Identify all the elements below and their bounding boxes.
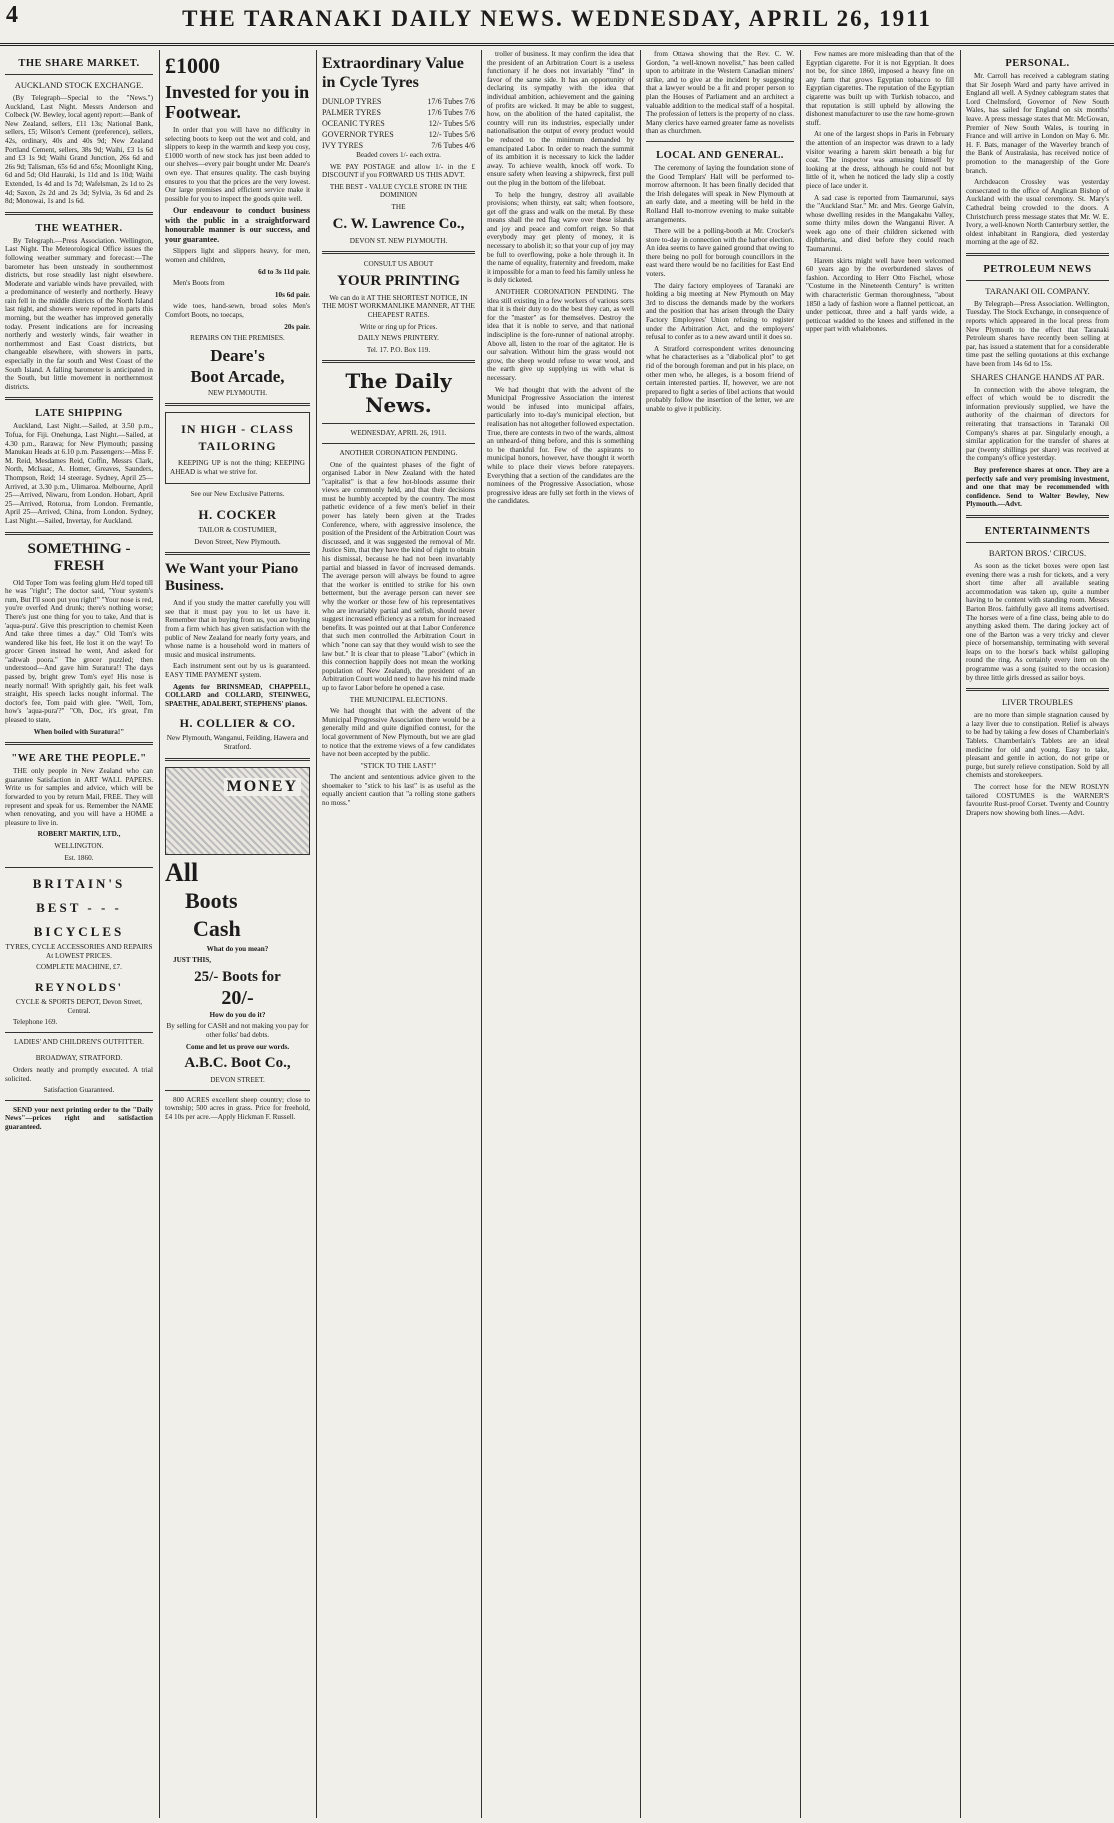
local-item: There will be a polling-booth at Mr. Crocker's store to-day in connection with the harbor election. An idea seems to have gained ground that owing to there being no poll for borough councillors in the east ward there would be no facilities for East End voters.	[646, 227, 794, 279]
article-text: ANOTHER CORONATION PENDING. The idea still existing in a few workers of various sorts that it is their duty to do the best they can, as well for the "master" as for themselves. Destroy the idea that it is noble to serve, and that national indiscipline is the fore-runner of national atrophy. Above all, listen to the roar of the agitator. He is our salvation. Without him the grass would not grow, the sheep would refuse to wear wool, and the earth give up supplying us with what is necessary.	[487, 288, 634, 382]
tyre-price: 17/6 Tubes 7/6	[427, 97, 475, 106]
rule	[165, 758, 310, 761]
rule	[966, 688, 1109, 691]
people-body: THE only people in New Zealand who can guarantee Satisfaction in ART WALL PAPERS. Write us for samples and advice, which will be forwarded to you by return Mail, FREE. They will represent and speak for us. Remember the NAME when renovating, and you will have a HOME a pleasure to live in.	[5, 767, 153, 827]
people-heading: "WE ARE THE PEOPLE."	[11, 753, 147, 765]
rule	[5, 1100, 153, 1101]
tailoring-ad	[165, 412, 310, 484]
liver-heading: LIVER TROUBLES	[1002, 697, 1073, 708]
britains-heading: BRITAIN'S	[32, 876, 126, 892]
tyre-row	[322, 118, 475, 129]
easy-payment: Each instrument sent out by us is guaranteed. EASY TIME PAYMENT system.	[165, 662, 310, 679]
martin-est: Est. 1860.	[64, 853, 94, 862]
article-text: Few names are more misleading than that of the Egyptian cigarette. For it is not Egyptian. It does not be, for since 1860, imposed a heavy fine on any farm that grows Egyptian tobacco to fill Egyptian cigarettes. The reputation of the Egyptian cigarette was built up with Turkish tobacco, and that reputation is still upheld by allowing the dishonest manufacturer to use the raw home-grown stuff.	[806, 50, 954, 127]
what-text: What do you mean?	[206, 944, 269, 953]
come-text: Come and let us prove our words.	[185, 1042, 290, 1051]
circus-heading: BARTON BROS.' CIRCUS.	[988, 547, 1087, 558]
cocker-addr: Devon Street, New Plymouth.	[194, 537, 281, 546]
cash-heading: Cash	[193, 915, 241, 941]
slippers-text: Slippers light and slippers heavy, for men, women and children,	[165, 247, 310, 264]
circus-body: As soon as the ticket boxes were open last evening there was a rush for tickets, and a very short time after all available seating accommodation was taken up, quite a number having to be content with standing room. Messrs Barton Bros. faithfully gave all items advertised. The horses were of a fine class, being able to do anything asked them. The daring jockey act of one of the Barton was a very tricky and clever piece of horsemanship, terminating with several leaps on to the horse's back whilst galloping round the ring. As certainly every item on the programme was a song (suited to the occasion) by three little girls dressed as sailor boys.	[966, 561, 1109, 682]
weather-heading: THE WEATHER.	[35, 222, 123, 234]
rule	[5, 212, 153, 215]
something-fresh-poem: Old Toper Tom was feeling glum He'd toped till he was "right"; The doctor said, "Your system's rum, But I'll soon put you right!" "Your nose is red, you're overfed And drunk; there's nothing worse; There's just one thing for you to take, And that is 'aqua-pura'. Give this prescription to chemist Keen And take three times a day." Old Tom's wits wandered like his feet, He lost it on the way! To grocer Green instead he went, And asked for "ashwah poora." The grocer puzzled; then understood—And gave him Suratura!! The days passed by, bright grew Tom's eye! His nose is nearly normal! With sprightly gait, his feet walk straight, His speech lacks nought informal. The doctor's fee, Tom paid with glee. "Well, Tom, how's 'aqua-pura'?" "Oh, Doc, it's great, I'm pleased to state,	[5, 578, 153, 725]
martin-name: ROBERT MARTIN, LTD.,	[37, 830, 121, 839]
tyre-price: 12/- Tubes 5/6	[428, 119, 475, 128]
something-fresh-heading: SOMETHING - FRESH	[27, 540, 131, 574]
printery: DAILY NEWS PRINTERY.	[358, 334, 439, 343]
comfort-price: 20s pair.	[284, 322, 310, 331]
tyre-name: PALMER TYRES	[322, 108, 381, 117]
tyres-headline: Extraordinary Value in Cycle Tyres	[322, 55, 464, 91]
just-text: JUST THIS,	[173, 956, 212, 965]
printery-tel: Tel. 17. P.O. Box 119.	[366, 345, 431, 354]
cocker-name: H. COCKER	[198, 507, 277, 523]
tyre-price: 17/6 Tubes 7/6	[427, 108, 475, 117]
arcade-heading: Boot Arcade,	[190, 366, 285, 386]
mens-boots: Men's Boots from	[173, 279, 225, 288]
article-text: A sad case is reported from Taumarunui, says the "Auckland Star." Mr. and Mrs. George Galvin, whose dwelling resides in the Mangakahu Valley, some thirty miles down the Wanganui River. A week ago one of their children sickened with diphtheria, and died before they could reach Taumarunui.	[806, 193, 954, 254]
broadway: BROADWAY, STRATFORD.	[35, 1054, 123, 1063]
rule	[5, 397, 153, 400]
best-value-text: THE BEST - VALUE CYCLE STORE IN THE DOMINION	[329, 182, 468, 200]
complete-machine: COMPLETE MACHINE, £7.	[36, 963, 122, 972]
collier-name: H. COLLIER & CO.	[179, 716, 296, 731]
article-text: We had thought that with the advent of the Municipal Progressive Association the interest would be infused into municipal affairs, particularly into to-day's municipal election, but realisation has not altogether followed expectation. True, there are contests in two of the wards, almost an unheard-of thing before, and this is something to be thankful for. Few of the aspirants to municipal honors, however, have thought it worth while to place their views before ratepayers. Everything that a section of the candidates are the nominees of the Progressive Association, whose progressive ideas are fully set forth in the views of the candidates.	[487, 385, 634, 506]
reynolds-sub: CYCLE & SPORTS DEPOT, Devon Street, Central.	[15, 997, 143, 1015]
article-text: To help the hungry, destroy all available provisions; when thirsty, eat salt; when footsore, get off the grass and walk on the metal. By these means shall the red flag wave over these islands and joy and peace and comfort reign. So that everybody may get plenty of money, it is necessary to abolish it; so that your cup of joy may be full to overflowing, poke a hole through it. In the name of equality, fraternity and freedom, make it impossible for a man to feed his family unless he is duly ticketed.	[487, 190, 634, 285]
rule	[5, 1032, 153, 1033]
piano-agents: Agents for BRINSMEAD, CHAPPELL, COLLARD and COLLARD, STEINWEG, SPAETHE, ADALBERT, STEPHENS' pianos.	[165, 682, 310, 708]
column-6	[801, 50, 959, 1818]
article-text: At one of the largest shops in Paris in February the attention of an inspector was drawn to a lady visitor wearing a harem skirt beneath a big fur coat. The inspector was amusing himself by looking at the dress, although he could not but little of it, when he noticed the lady slip a costly piece of lace under it.	[806, 130, 954, 190]
wide-toes: wide toes, hand-sewn, broad soles Men's Comfort Boots, no toecaps,	[165, 302, 310, 319]
buy-shares: Buy preference shares at once. They are a perfectly safe and very promising investment, and one that may be recommended with confidence. Send to Walter Bewley, New Plymouth.—Advt.	[966, 465, 1109, 509]
petroleum-heading: PETROLEUM NEWS	[983, 263, 1092, 275]
rule	[966, 253, 1109, 256]
rule	[322, 360, 475, 363]
printing-heading: YOUR PRINTING	[337, 272, 460, 289]
rule	[966, 515, 1109, 518]
local-item: A Stratford correspondent writes denouncing what he characterises as a "diabolical plot" to get rid of the borough foreman and put in his place, on other men who, he alleges, is a bosom friend of certain interested parties. If, however, we are not prepared to fight a series of libel actions that would probably follow the insertion of the letter, we are unable to give it publicity.	[646, 344, 794, 413]
tyre-row	[322, 129, 475, 140]
repairs: REPAIRS ON THE PREMISES.	[190, 334, 285, 343]
slippers-price: 6d to 3s 11d pair.	[258, 267, 310, 276]
column-7	[961, 50, 1114, 1818]
all-heading: All	[165, 857, 199, 887]
piano-heading: We Want your Piano Business.	[165, 561, 299, 595]
tyre-name: GOVERNOR TYRES	[322, 130, 394, 139]
entertainments-heading: ENTERTAINMENTS	[984, 525, 1091, 537]
consult-text: CONSULT US ABOUT	[363, 260, 434, 269]
send-printing: SEND your next printing order to the "Daily News"—prices right and satisfaction guaranteed.	[5, 1105, 153, 1131]
bicycles-heading: BICYCLES	[33, 924, 125, 940]
cocker-sub: TAILOR & COSTUMIER,	[198, 526, 277, 535]
rule	[165, 403, 310, 406]
column-1	[0, 50, 158, 1818]
shares-change-heading: SHARES CHANGE HANDS AT PAR.	[970, 371, 1105, 382]
editorial-body: One of the quaintest phases of the fight of organised Labor in New Zealand with the hated "capitalist" is that a few hot-bloods assume their views are commonly held, and that their decisions must be humbly accepted by the country. The most pathetic evidence of a few men's belief in their power has lately been given at the Trades Conference, where, with aggressive insolence, the position of the President of the Arbitration Court was discussed, and it was suggested the removal of Mr. Justice Sim, that they have the kind of right to obtain his dismissal, because he had not been invariably partial and biassed in favor of increased demands. The average person will always be found to agree that the worker is entitled to strike for his own betterment, but the average person can never see why the worker or those few of his representatives who are invariably partial and selfish, should never suggest increased efficiency as a return for increased benefits. It was pointed out at that Labor Conference that such men controlled the Arbitration Court in which "none can say that they would wish to see the law but." It is clear that to please "Labor" (which in this connection happily does not mean the working population of New Zealand), the president of an Arbitration Court would need to have his mind made up to favor Labor before he opened a case.	[322, 460, 475, 692]
rule	[322, 423, 475, 424]
martin-town: WELLINGTON.	[54, 841, 104, 850]
mens-price: 10s 6d pair.	[274, 290, 310, 299]
tyres-accessories: TYRES, CYCLE ACCESSORIES AND REPAIRS At LOWEST PRICES.	[5, 943, 153, 960]
tailoring-heading: IN HIGH - CLASS TAILORING	[181, 422, 294, 454]
petroleum-subheading: TARANAKI OIL COMPANY.	[985, 285, 1090, 296]
late-shipping-heading: LATE SHIPPING	[35, 408, 123, 420]
rule	[5, 74, 153, 75]
orders: Orders neatly and promptly executed. A trial solicited.	[5, 1065, 153, 1083]
personal-body: Mr. Carroll has received a cablegram stating that Sir Joseph Ward and party have arrived in England all well. A Sydney cablegram states that Lord Chelmsford, Governor of New South Wales, has sailed for England on six months' leave. A press message states that Mr. McGowan, Premier of New South Wales, is touring in France and will arrive in London on May 6. Mr. H. F. Bats, manager of the Waverley branch of the Bank of Australasia, has received notice of promotion to the managership of the Gore branch.	[966, 72, 1109, 175]
footwear-body: In order that you will have no difficulty in selecting boots to keep out the wet and cold, and slippers to keep in the warmth and keep you cosy, £1000 worth of new stock has just been added to our shelves—every pair bought under Mr. Deare's own eye. That ensures quality. The cash buying ensures to you that the prices are the very lowest. Our large premises and efficient service make it possible for you to inspect the goods quite well.	[165, 126, 310, 203]
rule	[966, 280, 1109, 281]
petroleum-body: In connection with the above telegram, the effect of which would be to discredit the information previously supplied, we have the authority of the chairman of directors for reiterating that transactions in Taranaki Oil Company's shares at par. Singularly enough, a similar application for the transfer of shares at par (twenty shillings per share) was received at the company's office yesterday.	[966, 385, 1109, 463]
weather-body: By Telegraph.—Press Association. Wellington, Last Night. The Meteorological Office issues the following weather summary and forecast:—The barometer has been unsteady in southernmost districts, but rose steadily last night elsewhere. Moderate and variable winds have prevailed, with a predominance of westerly and northerly. Heavy rain fell in the middle districts of the North Island last night, and showers were reported in parts this morning, but the weather has improved generally today. Present indications are for increasing northerly and westerly winds, fair weather in northernmost and East Coast districts, but changeable elsewhere, with showers in parts, especially in the far south and West Coast of the South Island. A falling barometer is anticipated in the South, but little movement in northernmost districts.	[5, 236, 153, 391]
share-market-subheading: AUCKLAND STOCK EXCHANGE.	[14, 80, 144, 90]
satisfaction: Satisfaction Guaranteed.	[43, 1086, 115, 1095]
printing-body: We can do it AT THE SHORTEST NOTICE, IN THE MOST WORKMANLIKE MANNER, AT THE CHEAPEST RATES.	[322, 293, 475, 319]
tyre-name: DUNLOP TYRES	[322, 97, 382, 106]
lawrence-name: C. W. Lawrence Co.,	[332, 215, 465, 232]
rule	[165, 552, 310, 555]
tyre-name: OCEANIC TYRES	[322, 119, 385, 128]
selling-text: By selling for CASH and not making you pay for other folks' bad debts.	[166, 1022, 309, 1039]
the-label: THE	[391, 202, 406, 211]
boots-heading: Boots	[185, 887, 238, 913]
tyre-price: 7/6 Tubes 4/6	[431, 141, 475, 150]
price25-heading: 25/- Boots for	[194, 968, 281, 985]
share-market-body: (By Telegraph—Special to the "News.") Auckland, Last Night. Messrs Anderson and Colbeck (W. Bewley, local agent) report:—Bank of New Zealand, sellers, £11 13s; National Bank, sellers, £5; Wilson's Cement (preference), sellers, 42s, ordinary, 40s and 40s 9d; New Zealand Portland Cement, sellers, 38s 9d; Waihi, £3 1s 6d and £3 1s 9d; Waihi Grand Junction, 26s 6d and 26s 9d; Talisman, 65s 6d and 65s; Moonlight King, 6d and 5d; Old Hauraki, 1s 11d and 1s 10d; Waihi Extended, 1s 4d and 1s 7d; Wafelsman, 2s 1d to 2s 4d; Saxon, 2s 2d and 2s 3d; Sylvia, 3s 6d and 2s 8d; Monowai, 1s and 1s 6d.	[5, 94, 153, 206]
late-shipping-body: Auckland, Last Night.—Sailed, at 3.50 p.m., Tofua, for Fiji. Onehunga, Last Night.—Sailed, at 4.30 p.m., Rarawa; for New Plymouth; passing Manukau Heads at 6.10 p.m. Passengers:—Miss F. M. Reid, Mesdames Reid, Coffin, Messrs Clark, North, McIsaac, A. Homer, Greaves, Saunders, Thompson, Reid; 14 steerage. Sydney, April 25—Arrived, at 3.30 p.m., Ulimaroa. Melbourne, April 25—Arrived, Niwaru, from London. Hobart, April 25—Arrived, Rotorua, from London. Fremantle, April 25—Arrived, China, from London. Sydney, Last Night.—Sailed, Invertay, for Auckland.	[5, 422, 153, 525]
municipal-body: We had thought that with the advent of the Municipal Progressive Association there would be a generally mild and quite dignified contest, for the local government of New Plymouth, but we are glad to notice that the extreme views of a few candidates have not been accepted by the public.	[322, 707, 475, 759]
price-headline: £1000	[165, 53, 220, 78]
column-4	[482, 50, 639, 1818]
something-fresh-tagline: When boiled with Suratura!"	[33, 727, 125, 736]
petroleum-body: By Telegraph—Press Association. Wellington, Tuesday. The Stock Exchange, in consequence of reports which appeared in the local press from New Plymouth to the effect that Taranaki Petroleum shares have recently been selling at par, has issued a statement that for a considerable time past the selling quotations at this exchange have been from 14s 6d to 15s.	[966, 299, 1109, 369]
article-text: troller of business. It may confirm the idea that the president of an Arbitration Court is a useless functionary if he does not invariably "find" in favor of the same side. It has an opportunity of declaring its sympathy with the idea that individual ambition, achievement and the gaining of profits are wicked. It may be able to suggest, how, on the abolition of the hated capitalist, the country will run its industries, especially under nationalisation the output of every product would be reduced to the minimum demanded by emancipated Labor. In order to reach the summit of its ambition it is necessary to kick the ladder away. To achieve wealth, knock off work. To ensure safety when leaving a shipwreck, first pull out the plug in the bottom of the lifeboat.	[487, 50, 634, 187]
invested-headline: Invested for you in Footwear.	[165, 82, 310, 122]
local-general-heading: LOCAL AND GENERAL.	[656, 149, 784, 161]
share-market-heading: THE SHARE MARKET.	[18, 58, 140, 69]
deare-heading: Deare's	[210, 345, 265, 365]
tyre-row	[322, 140, 475, 151]
personal-heading: PERSONAL.	[1005, 58, 1070, 69]
rule	[646, 141, 794, 142]
rule	[5, 532, 153, 535]
piano-body: And if you study the matter carefully you will see that it must pay you to let us have it. Remember that in buying from us, you are buying from a firm which has given satisfaction with the public of New Zealand for nearly forty years, and whose name is a household word in matters of music and musical instruments.	[165, 599, 310, 659]
local-item: The dairy factory employees of Taranaki are holding a big meeting at New Plymouth on May 3rd to discuss the demands made by the workers and the position that has arisen through the Dairy Factory Employees' Union refusing to register under the Arbitration Act, and the employers' refusal to confer as to a new award until it does so.	[646, 281, 794, 342]
tyre-row	[322, 96, 475, 107]
rule	[5, 742, 153, 745]
masthead-rule	[0, 43, 1114, 46]
page-number: 4	[6, 2, 18, 28]
money-illustration	[165, 767, 310, 855]
acres-ad: 800 ACRES excellent sheep country; close to township; 500 acres in grass. Price for freehold, £4 10s per acre.—Apply Hickman F. Russell.	[165, 1095, 310, 1121]
beaded-covers: Beaded covers 1/- each extra.	[356, 151, 441, 159]
rule	[165, 1090, 310, 1091]
column-3	[317, 50, 480, 1818]
column-2	[160, 50, 315, 1818]
stick-heading: "STICK TO THE LAST!"	[360, 761, 437, 770]
column-5	[641, 50, 799, 1818]
rule	[322, 251, 475, 254]
write-text: Write or ring up for Prices.	[359, 322, 438, 331]
costumes-ad: The correct hose for the NEW ROSLYN tailored COSTUMES is the WARNER'S favourite Rust-proof Corset. Twenty and Country Drapers now showing both lines.—Advt.	[966, 783, 1109, 817]
lawrence-addr: DEVON ST. NEW PLYMOUTH.	[349, 236, 448, 245]
patterns-text: See our New Exclusive Patterns.	[190, 490, 285, 499]
how-text: How do you do it?	[209, 1010, 266, 1019]
tyre-name: IVY TYRES	[322, 141, 364, 150]
abc-addr: DEVON STREET.	[210, 1076, 265, 1085]
reynolds-telephone: Telephone 169.	[13, 1018, 58, 1027]
postage-text: WE PAY POSTAGE and allow 1/- in the £ DISCOUNT if you FORWARD US THIS ADVT.	[322, 162, 475, 180]
reynolds-heading: REYNOLDS'	[34, 979, 123, 994]
local-item: The ceremony of laying the foundation stone of the Good Templars' Hall will be performed to-morrow afternoon. It has been finally decided that the Irish delegates will speak in New Plymouth at an early date, and a meeting will be held in the Rolland Hall to-morrow evening to make suitable arrangements.	[646, 163, 794, 224]
stick-body: The ancient and sententious advice given to the shoemaker to "stick to his last" is as useful as the equally ancient caution that "a rolling stone gathers no moss."	[322, 773, 475, 808]
municipal-heading: THE MUNICIPAL ELECTIONS.	[349, 695, 448, 704]
newspaper-title: THE TARANAKI DAILY NEWS. WEDNESDAY, APRIL 26, 1911	[182, 6, 932, 31]
ladies-outfitter: LADIES' AND CHILDREN'S OUTFITTER.	[14, 1037, 144, 1046]
liver-body: are no more than simple stagnation caused by a lazy liver due to constipation. Relief is always to be had by taking a few doses of Chamberlain's Tablets. Chamberlain's Tablets are an ideal medicine for old and young. Easy to take, pleasant and gentle in action, do not gripe or purge, but surely relieve constipation. Sold by all chemists and storekeepers.	[966, 711, 1109, 780]
masthead	[0, 0, 1114, 48]
editorial-heading: ANOTHER CORONATION PENDING.	[339, 448, 458, 457]
keeping-text: KEEPING UP is not the thing; KEEPING AHEAD is what we strive for.	[170, 459, 305, 476]
personal-body: Archdeacon Crossley was yesterday consecrated to the office of Anglican Bishop of Auckland with the usual ceremony. St. Mary's Cathedral being crowded to the doors. A Christchurch press message states that Mr. W. E. Ivory, a well-known North Canterbury settler, the oldest inhabitant in Rangiora, died yesterday morning at the age of 82.	[966, 178, 1109, 247]
article-text: from Ottawa showing that the Rev. C. W. Gordon, "a well-known novelist," has been called upon to arbitrate in the Western Canadian miners' strike, and to give at the incident by suggesting that a lawyer would be a fit and proper person to plan the Houses of Parliament and an architect a valuable addition to the medical staff of a hospital. The profession of letters is the property of no class. Many clerics have earned greater fame as novelists than as churchmen.	[646, 50, 794, 136]
paper-nameplate: The Daily News.	[345, 369, 452, 418]
dateline: WEDNESDAY, APRIL 26, 1911.	[350, 429, 447, 438]
money-label: MONEY	[224, 778, 301, 796]
tyre-price: 12/- Tubes 5/6	[428, 130, 475, 139]
article-text: Harem skirts might well have been welcomed 60 years ago by the overburdened slaves of fashion. According to Herr Otto Fischel, whose "Costume in the Nineteenth Century" is written with characteristic German thoroughness, "about 1850 a lady of fashion wore a flannel petticoat, an under petticoat, three and a half yards wide, a petticoat wadded to the knees and stiffened in the upper part with whalebones.	[806, 256, 954, 334]
rule	[5, 867, 153, 868]
endeavour-text: Our endeavour to conduct business with the public in a straightforward honourable manner is our success, and your guarantee.	[165, 206, 310, 244]
price20-heading: 20/-	[221, 986, 254, 1009]
abc-name: A.B.C. Boot Co.,	[184, 1055, 291, 1072]
tyre-row	[322, 107, 475, 118]
rule	[322, 443, 475, 444]
collier-addr: New Plymouth, Wanganui, Feilding, Hawera and Stratford.	[166, 734, 309, 751]
tyres-price-table	[322, 96, 475, 151]
arcade-town: NEW PLYMOUTH.	[207, 388, 268, 397]
best-heading: BEST - - -	[36, 900, 122, 916]
rule	[966, 542, 1109, 543]
